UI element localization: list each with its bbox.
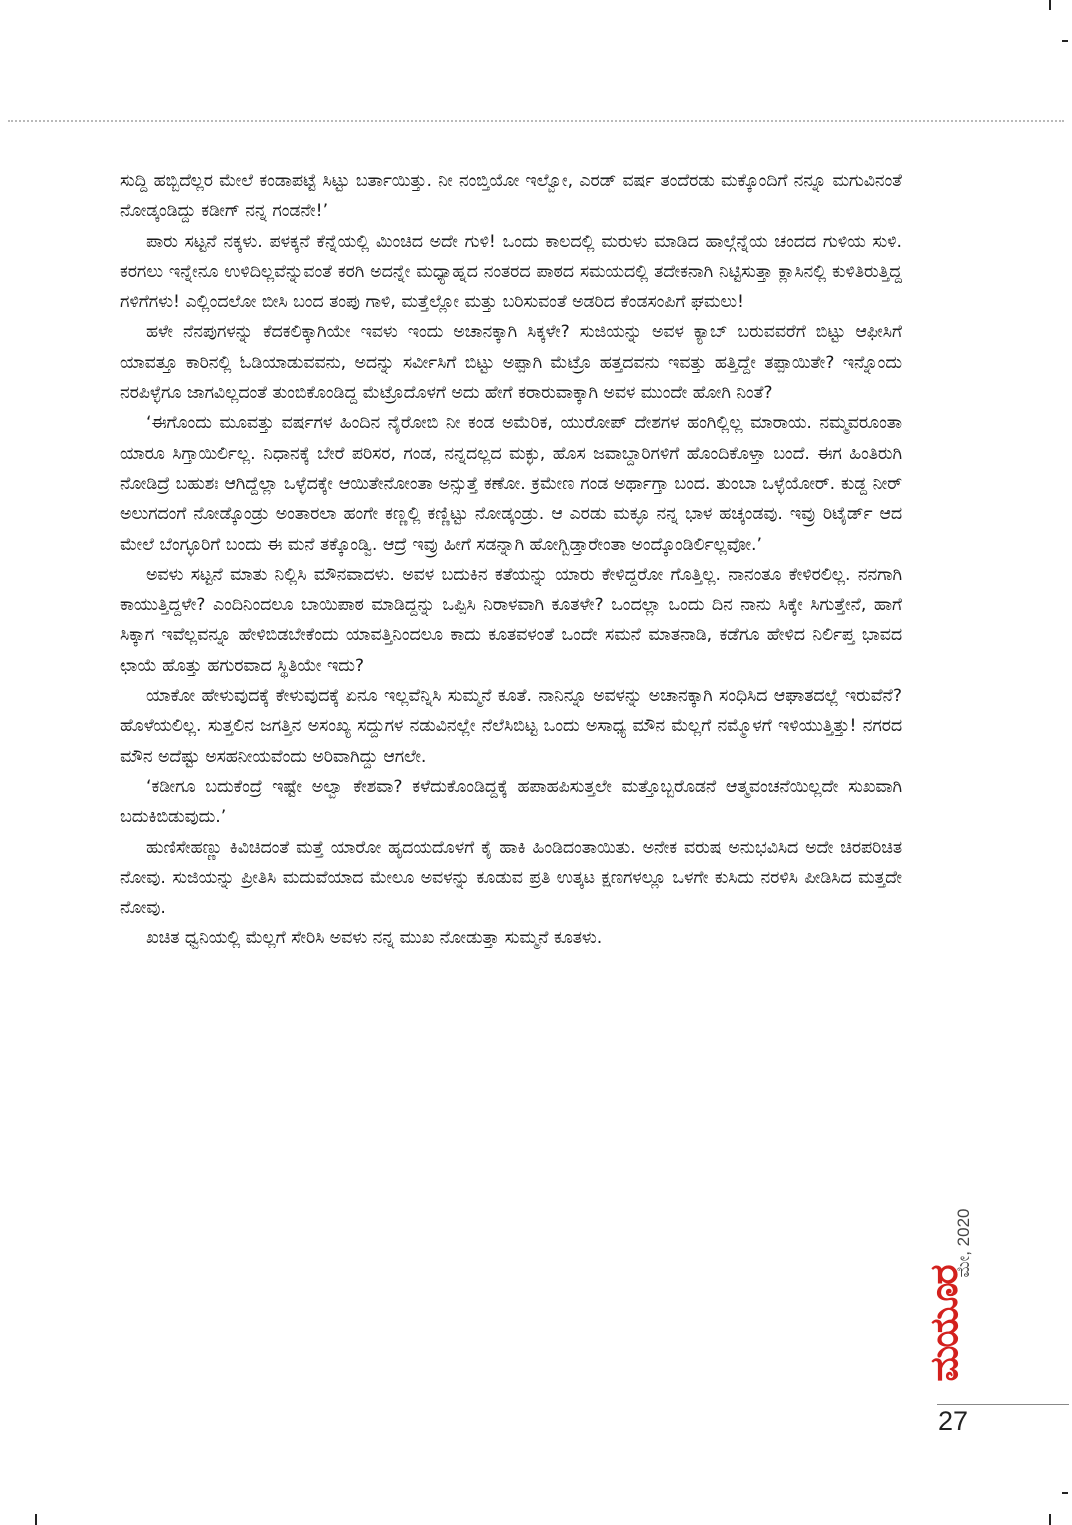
crop-mark — [35, 1514, 37, 1525]
paragraph: ಪಾರು ಸಟ್ಟನೆ ನಕ್ಕಳು. ಪಳಕ್ಕನೆ ಕೆನ್ನೆಯಲ್ಲಿ ಮಿಂಚಿದ ಅದೇ ಗುಳಿ! ಒಂದು ಕಾಲದಲ್ಲಿ ಮರುಳು ಮಾಡಿದ ಹಾಲ್ಗೆನ್ನೆಯ ಚಂದದ ಗುಳಿಯ ಸುಳಿ. ಕರಗಲು ಇನ್ನೇನೂ ಉಳಿದಿಲ್ಲವೆನ್ನುವಂತೆ ಕರಗಿ ಅದನ್ನೇ ಮಧ್ಯಾಹ್ನದ ನಂತರದ ಪಾಠದ ಸಮಯದಲ್ಲಿ ತದೇಕನಾಗಿ ನಿಟ್ಟಿಸುತ್ತಾ ಕ್ಲಾಸಿನಲ್ಲಿ ಕುಳಿತಿರುತ್ತಿದ್ದ ಗಳಿಗೆಗಳು! ಎಲ್ಲಿಂದಲೋ ಬೀಸಿ ಬಂದ ತಂಪು ಗಾಳಿ, ಮತ್ತೆಲ್ಲೋ ಮತ್ತು ಬರಿಸುವಂತೆ ಅಡರಿದ ಕೆಂಡಸಂಪಿಗೆ ಘಮಲು! — [120, 231, 902, 313]
paragraph: ಹುಣಿಸೇಹಣ್ಣು ಕಿವಿಚಿದಂತೆ ಮತ್ತೆ ಯಾರೋ ಹೃದಯದೊಳಗೆ ಕೈ ಹಾಕಿ ಹಿಂಡಿದಂತಾಯಿತು. ಅನೇಕ ವರುಷ ಅನುಭವಿಸಿದ ಅದೇ ಚಿರಪರಿಚಿತ ನೋವು. ಸುಜಿಯನ್ನು ಪ್ರೀತಿಸಿ ಮದುವೆಯಾದ ಮೇಲೂ ಅವಳನ್ನು ಕೂಡುವ ಪ್ರತಿ ಉತ್ಕಟ ಕ್ಷಣಗಳಲ್ಲೂ ಒಳಗೇ ಕುಸಿದು ನರಳಿಸಿ ಪೀಡಿಸಿದ ಮತ್ತದೇ ನೋವು. — [120, 837, 902, 919]
paragraph: ‘ಈಗೊಂದು ಮೂವತ್ತು ವರ್ಷಗಳ ಹಿಂದಿನ ನೈರೋಬಿ ನೀ ಕಂಡ ಅಮೆರಿಕ, ಯುರೋಪ್ ದೇಶಗಳ ಹಂಗಿಲ್ಲಿಲ್ಲ ಮಾರಾಯ. ನಮ್ಮವರೂಂತಾ ಯಾರೂ ಸಿಗ್ತಾಯಿರ್ಲಿಲ್ಲ. ನಿಧಾನಕ್ಕೆ ಬೇರೆ ಪರಿಸರ, ಗಂಡ, ನನ್ನದಲ್ಲದ ಮಕ್ಳು, ಹೊಸ ಜವಾಬ್ದಾರಿಗಳಿಗೆ ಹೊಂದಿಕೊಳ್ತಾ ಬಂದೆ. ಈಗ ಹಿಂತಿರುಗಿ ನೋಡಿದ್ರೆ ಬಹುಶಃ ಆಗಿದ್ದೆಲ್ಲಾ ಒಳ್ಳೆದಕ್ಕೇ ಆಯಿತೇನೋಂತಾ ಅನ್ಸುತ್ತೆ ಕಣೋ. ಕ್ರಮೇಣ ಗಂಡ ಅರ್ಥಾಗ್ತಾ ಬಂದ. ತುಂಬಾ ಒಳ್ಳೆಯೋರ್. ಕುಡ್ದ ನೀರ್ ಅಲುಗದಂಗೆ ನೋಡ್ಕೊಂಡ್ರು ಅಂತಾರಲಾ ಹಂಗೇ ಕಣ್ಣಲ್ಲಿ ಕಣ್ಣಿಟ್ಟು ನೋಡ್ಕಂಡ್ರು. ಆ ಎರಡು ಮಕ್ಳೂ ನನ್ನ ಭಾಳ ಹಚ್ಕಂಡವು. ಇವ್ರು ರಿಟೈರ್ಡ್ ಆದ ಮೇಲೆ ಬೆಂಗ್ಳೂರಿಗೆ ಬಂದು ಈ ಮನೆ ತಕ್ಕೊಂಡ್ವಿ. ಆದ್ರೆ ಇವ್ರು ಹೀಗೆ ಸಡನ್ನಾಗಿ ಹೋಗ್ಬಿಡ್ತಾರೇಂತಾ ಅಂದ್ಕೊಂಡಿರ್ಲಿಲ್ಲವೋ.’ — [120, 413, 902, 555]
paragraph: ಸುದ್ದಿ ಹಬ್ಬಿದೆಲ್ಲರ ಮೇಲೆ ಕಂಡಾಪಟ್ಟೆ ಸಿಟ್ಟು ಬರ್ತಾಯಿತ್ತು. ನೀ ನಂಬ್ತಿಯೋ ಇಲ್ವೋ, ಎರಡ್ ವರ್ಷ ತಂದೆರಡು ಮಕ್ಕೊಂದಿಗೆ ನನ್ನೂ ಮಗುವಿನಂತೆ ನೋಡ್ಕಂಡಿದ್ದು ಕಡೀಗ್ ನನ್ನ ಗಂಡನೇ!’ — [120, 171, 902, 222]
paragraph: ಹಳೇ ನೆನಪುಗಳನ್ನು ಕೆದಕಲಿಕ್ಕಾಗಿಯೇ ಇವಳು ಇಂದು ಅಚಾನಕ್ಕಾಗಿ ಸಿಕ್ಕಳೇ? ಸುಜಿಯನ್ನು ಅವಳ ಕ್ಯಾಬ್ ಬರುವವರೆಗೆ ಬಿಟ್ಟು ಆಫೀಸಿಗೆ ಯಾವತ್ತೂ ಕಾರಿನಲ್ಲಿ ಓಡಿಯಾಡುವವನು, ಅದನ್ನು ಸರ್ವೀಸಿಗೆ ಬಿಟ್ಟು ಅಪ್ಪಾಗಿ ಮೆಟ್ರೊ ಹತ್ತದವನು ಇವತ್ತು ಹತ್ತಿದ್ದೇ ತಪ್ಪಾಯಿತೇ? ಇನ್ನೊಂದು ನರಪಿಳ್ಳೆಗೂ ಜಾಗವಿಲ್ಲದಂತೆ ತುಂಬಿಕೊಂಡಿದ್ದ ಮೆಟ್ರೊದೊಳಗೆ ಅದು ಹೇಗೆ ಕರಾರುವಾಕ್ಕಾಗಿ ಅವಳ ಮುಂದೇ ಹೋಗಿ ನಿಂತೆ? — [120, 322, 902, 404]
header-dotted-rule — [8, 120, 1064, 122]
issue-date: ಮೇ, 2020 — [954, 1208, 973, 1278]
crop-mark — [1049, 0, 1051, 10]
paragraph: ‘ಕಡೀಗೂ ಬದುಕೆಂದ್ರೆ ಇಷ್ಟೇ ಅಲ್ವಾ ಕೇಶವಾ? ಕಳೆದುಕೊಂಡಿದ್ದಕ್ಕೆ ಹಪಾಹಪಿಸುತ್ತಲೇ ಮತ್ತೊಬ್ಬರೊಡನೆ ಆತ್ಮವಂಚನೆಯಿಲ್ಲದೇ ಸುಖವಾಗಿ ಬದುಕಿಬಿಡುವುದು.’ — [120, 776, 902, 828]
crop-mark — [1049, 1514, 1051, 1525]
page-number: 27 — [938, 1406, 969, 1436]
paragraph: ಅವಳು ಸಟ್ಟನೆ ಮಾತು ನಿಲ್ಲಿಸಿ ಮೌನವಾದಳು. ಅವಳ ಬದುಕಿನ ಕತೆಯನ್ನು ಯಾರು ಕೇಳಿದ್ದರೋ ಗೊತ್ತಿಲ್ಲ. ನಾನಂತೂ ಕೇಳಿರಲಿಲ್ಲ. ನನಗಾಗಿ ಕಾಯುತ್ತಿದ್ದಳೇ? ಎಂದಿನಿಂದಲೂ ಬಾಯಿಪಾಠ ಮಾಡಿದ್ದನ್ನು ಒಪ್ಪಿಸಿ ನಿರಾಳವಾಗಿ ಕೂತಳೇ? ಒಂದಲ್ಲಾ ಒಂದು ದಿನ ನಾನು ಸಿಕ್ಕೇ ಸಿಗುತ್ತೇನೆ, ಹಾಗೆ ಸಿಕ್ಕಾಗ ಇವೆಲ್ಲವನ್ನೂ ಹೇಳಿಬಿಡಬೇಕೆಂದು ಯಾವತ್ತಿನಿಂದಲೂ ಕಾದು ಕೂತವಳಂತೆ ಒಂದೇ ಸಮನೆ ಮಾತನಾಡಿ, ಕಡೆಗೂ ಹೇಳಿದ ನಿರ್ಲಿಪ್ತ ಭಾವದ ಛಾಯೆ ಹೊತ್ತು ಹಗುರವಾದ ಸ್ಥಿತಿಯೇ ಇದು? — [120, 564, 902, 676]
paragraph: ಯಾಕೋ ಹೇಳುವುದಕ್ಕೆ ಕೇಳುವುದಕ್ಕೆ ಏನೂ ಇಲ್ಲವೆನ್ನಿಸಿ ಸುಮ್ಮನೆ ಕೂತೆ. ನಾನಿನ್ನೂ ಅವಳನ್ನು ಅಚಾನಕ್ಕಾಗಿ ಸಂಧಿಸಿದ ಆಘಾತದಲ್ಲೆ ಇರುವೆನೆ? ಹೊಳೆಯಲಿಲ್ಲ. ಸುತ್ತಲಿನ ಜಗತ್ತಿನ ಅಸಂಖ್ಯ ಸದ್ದುಗಳ ನಡುವಿನಲ್ಲೇ ನೆಲೆಸಿಬಿಟ್ಟ ಒಂದು ಅಸಾಧ್ಯ ಮೌನ ಮೆಲ್ಲಗೆ ನಮ್ಮೊಳಗೆ ಇಳಿಯುತ್ತಿತ್ತು! ನಗರದ ಮೌನ ಅದೆಷ್ಟು ಅಸಹನೀಯವೆಂದು ಅರಿವಾಗಿದ್ದು ಆಗಲೇ. — [120, 686, 902, 767]
paragraph: ಖಚಿತ ಧ್ವನಿಯಲ್ಲಿ ಮೆಲ್ಲಗೆ ಸೇರಿಸಿ ಅವಳು ನನ್ನ ಮುಖ ನೋಡುತ್ತಾ ಸುಮ್ಮನೆ ಕೂತಳು. — [146, 928, 603, 949]
article-body — [120, 166, 902, 954]
crop-mark — [1062, 1492, 1068, 1494]
footer-rule — [937, 1404, 1069, 1405]
magazine-logo: ಮಯೂರ — [922, 1266, 966, 1382]
crop-mark — [1062, 40, 1068, 42]
